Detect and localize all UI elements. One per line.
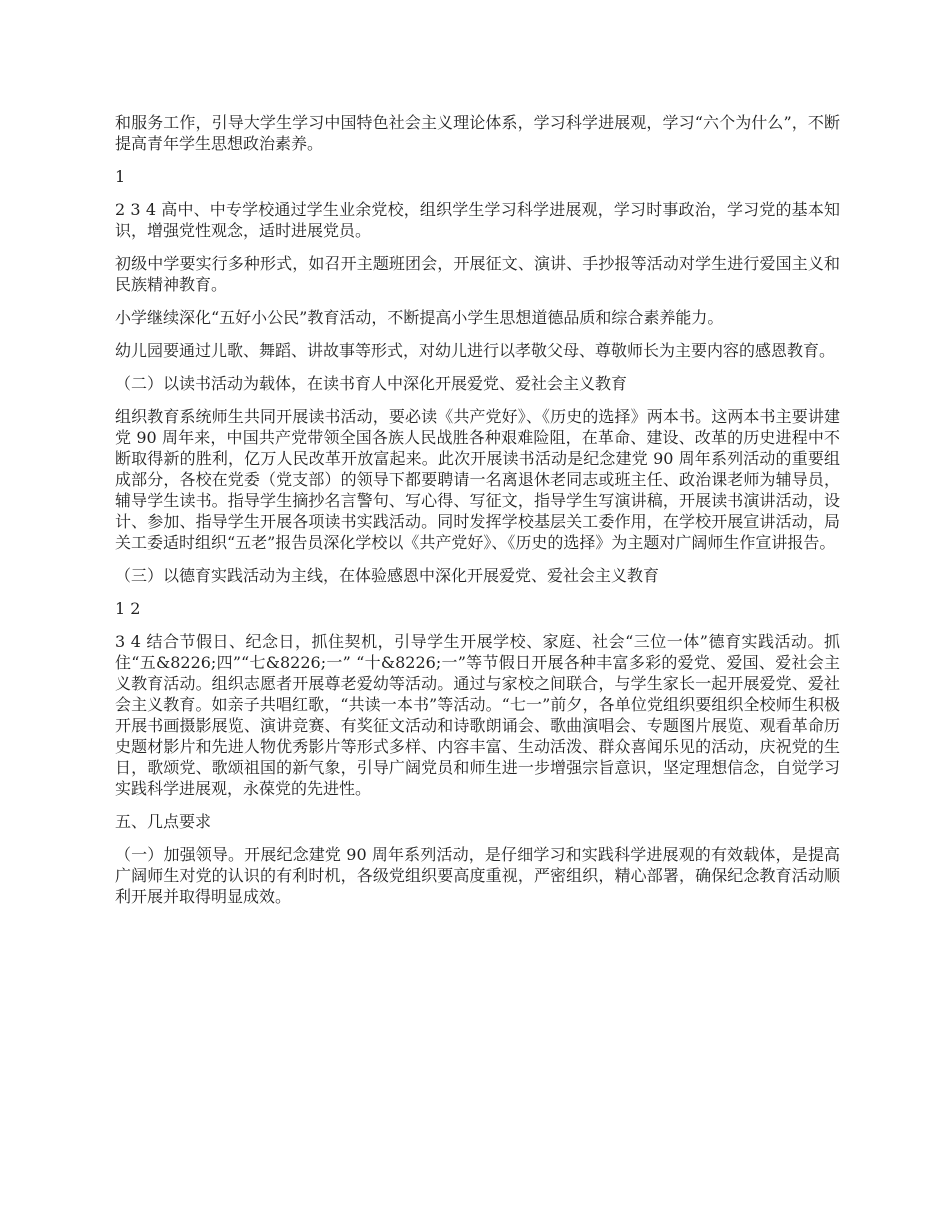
page-number-fragment: 1 xyxy=(115,167,126,186)
paragraph-primary-school: 小学继续深化“五好小公民”教育活动，不断提高小学生思想道德品质和综合素养能力。 xyxy=(115,308,724,327)
section-heading-requirements: 五、几点要求 xyxy=(115,812,212,831)
section-heading-practice: （三）以德育实践活动为主线，在体验感恩中深化开展爱党、爱社会主义教育 xyxy=(115,566,660,585)
section-heading-reading: （二）以读书活动为载体，在读书育人中深化开展爱党、爱社会主义教育 xyxy=(115,374,628,393)
paragraph-leadership: （一）加强领导。开展纪念建党 90 周年系列活动，是仔细学习和实践科学进展观的有效载体，是提高广阔师生对党的认识的有利时机，各级党组织要高度重视，严密组织，精心部署，确保纪念教育活动顺利开展并取得明显成效。 xyxy=(115,845,840,906)
paragraph-reading-activity: 组织教育系统师生共同开展读书活动，要必读《共产党好》、《历史的选择》两本书。这两本书主要讲建党 90 周年来，中国共产党带领全国各族人民战胜各种艰难险阻，在革命、建设、改革的历史进程中不断取得新的胜利，亿万人民改革开放富起来。此次开展读书活动是纪念建党 90 周年系列活动的重要组成部分，各校在党委（党支部）的领导下都要聘请一名离退休老同志或班主任、政治课老师为辅导员，辅导学生读书。指导学生摘抄名言警句、写心得、写征文，指导学生写演讲稿，开展读书演讲活动，设计、参加、指导学生开展各项读书实践活动。同时发挥学校基层关工委作用，在学校开展宣讲活动，局关工委适时组织“五老”报告员深化学校以《共产党好》、《历史的选择》为主题对广阔师生作宣讲报告。 xyxy=(115,407,840,552)
page-number-fragment: 1 2 xyxy=(115,599,141,618)
paragraph-kindergarten: 幼儿园要通过儿歌、舞蹈、讲故事等形式，对幼儿进行以孝敬父母、尊敬师长为主要内容的感恩教育。 xyxy=(115,341,836,360)
paragraph-practice-activity: 3 4 结合节假日、纪念日，抓住契机，引导学生开展学校、家庭、社会“三位一体”德育实践活动。抓住“五&8226;四”“七&8226;一” “十&8226;一”等节假日开展各种丰富多彩的爱党、爱国、爱社会主义教育活动。组织志愿者开展尊老爱幼等活动。通过与家校之间联合，与学生家长一起开展爱党、爱社会主义教育。如亲子共唱红歌，“共读一本书”等活动。“七一”前夕，各单位党组织要组织全校师生积极开展书画摄影展览、演讲竞赛、有奖征文活动和诗歌朗诵会、歌曲演唱会、专题图片展览、观看革命历史题材影片和先进人物优秀影片等形式多样、内容丰富、生动活泼、群众喜闻乐见的活动，庆祝党的生日，歌颂党、歌颂祖国的新气象，引导广阔党员和师生进一步增强宗旨意识，坚定理想信念，自觉学习实践科学进展观，永葆党的先进性。 xyxy=(115,632,840,798)
document-page xyxy=(115,112,840,919)
paragraph-junior-high: 初级中学要实行多种形式，如召开主题班团会，开展征文、演讲、手抄报等活动对学生进行爱国主义和民族精神教育。 xyxy=(115,254,840,294)
paragraph-intro: 和服务工作，引导大学生学习中国特色社会主义理论体系，学习科学进展观，学习“六个为什么”，不断提高青年学生思想政治素养。 xyxy=(115,113,840,153)
paragraph-high-school: 2 3 4 高中、中专学校通过学生业余党校，组织学生学习科学进展观，学习时事政治，学习党的基本知识，增强党性观念，适时进展党员。 xyxy=(115,200,840,240)
